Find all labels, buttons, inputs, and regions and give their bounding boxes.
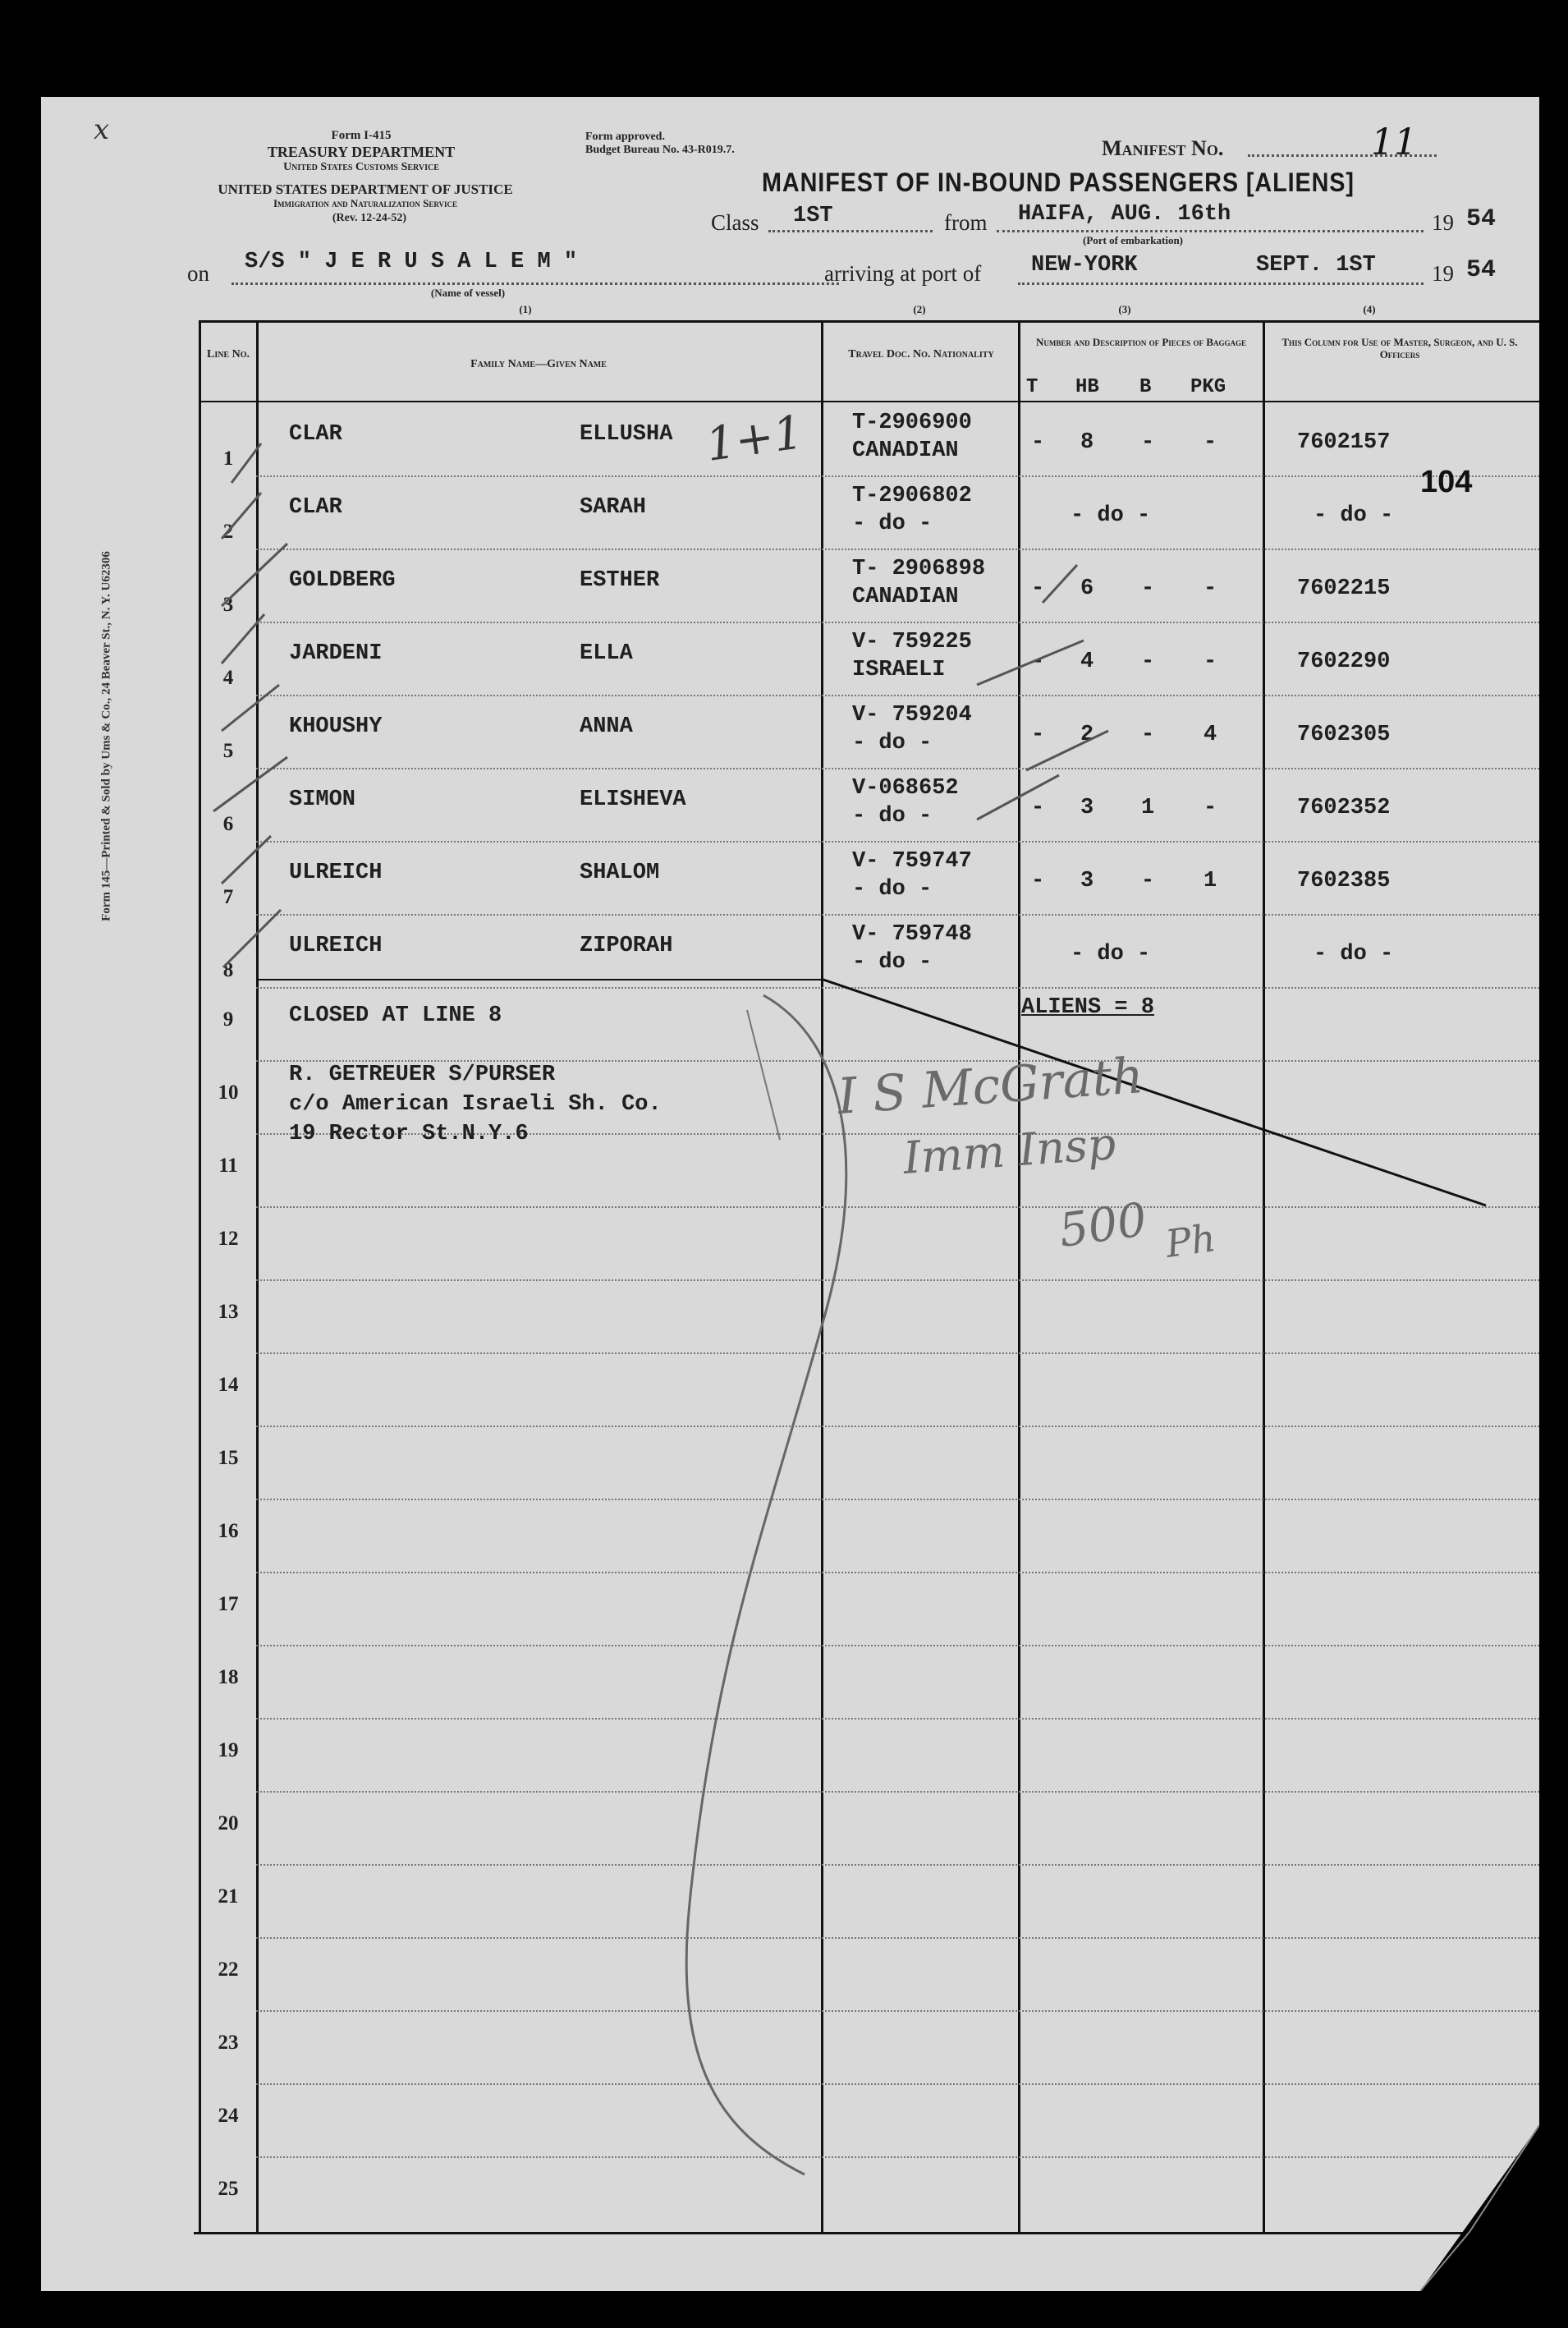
line-number: 12 (218, 1228, 239, 1250)
travel-doc-number: V- 759225 (852, 630, 972, 654)
baggage-b: - (1141, 430, 1155, 455)
closed-at-line: CLOSED AT LINE 8 (289, 1003, 502, 1028)
nationality: - do - (852, 804, 933, 829)
handwritten-count: 1+1 (703, 406, 807, 472)
page-number: 104 (1420, 465, 1473, 499)
family-name: GOLDBERG (289, 568, 396, 593)
line-number: 14 (218, 1374, 239, 1396)
class-label: Class (711, 210, 759, 235)
baggage-hb: 3 (1080, 869, 1094, 893)
nationality: CANADIAN (852, 585, 959, 609)
line-number: 23 (218, 2032, 239, 2054)
vessel-caption: (Name of vessel) (430, 287, 506, 299)
treasury-department: TREASURY DEPARTMENT (267, 144, 456, 160)
family-name: SIMON (289, 787, 356, 812)
baggage-sub-hb: HB (1075, 376, 1099, 398)
officer-number: 7602305 (1297, 723, 1391, 747)
line-number: 15 (218, 1447, 239, 1469)
line-number: 4 (222, 667, 234, 689)
vessel-name: S/S " J E R U S A L E M " (245, 250, 578, 274)
year-value: 54 (1466, 205, 1497, 233)
baggage-hb: - do - (1071, 503, 1151, 528)
col-number-4: (4) (1363, 303, 1376, 315)
given-name: ANNA (580, 714, 633, 739)
baggage-b: - (1141, 869, 1155, 893)
line-number: 6 (222, 813, 234, 835)
line-number: 13 (218, 1301, 239, 1323)
line-number: 8 (222, 959, 234, 981)
given-name: SARAH (580, 495, 647, 520)
family-name: ULREICH (289, 934, 383, 958)
officer-number: 7602385 (1297, 869, 1391, 893)
baggage-pkg: - (1204, 796, 1217, 820)
form-number: Form I-415 (331, 129, 392, 142)
on-label: on (187, 261, 209, 286)
manifest-no-value: 11 (1371, 122, 1417, 163)
arrival-date: SEPT. 1ST (1256, 253, 1376, 278)
col-number-2: (2) (913, 303, 926, 315)
budget-bureau: Budget Bureau No. 43-R019.7. (585, 144, 735, 156)
line-number: 3 (222, 594, 234, 616)
revision-date: (Rev. 12-24-52) (332, 212, 407, 224)
aliens-total: ALIENS = 8 (1021, 995, 1155, 1020)
baggage-hb: 4 (1080, 650, 1094, 674)
line-number: 10 (218, 1081, 239, 1104)
line-number: 20 (218, 1812, 239, 1834)
baggage-hb: 8 (1080, 430, 1094, 455)
baggage-hb: 6 (1080, 576, 1094, 601)
arriving-label: arriving at port of (824, 261, 982, 286)
baggage-b: - (1141, 723, 1155, 747)
officer-number: 7602352 (1297, 796, 1391, 820)
travel-doc-number: V- 759204 (852, 703, 972, 728)
inspector-signature: I S McGrath (836, 1047, 1146, 1126)
department-of-justice: UNITED STATES DEPARTMENT OF JUSTICE (218, 181, 513, 197)
travel-doc-number: V- 759748 (852, 922, 972, 947)
family-name: ULREICH (289, 861, 383, 885)
nationality: CANADIAN (852, 439, 959, 463)
officer-number: 7602290 (1297, 650, 1391, 674)
col-header-travel-doc: Travel Doc. No. Nationality (848, 348, 994, 360)
nationality: - do - (852, 877, 933, 902)
col-header-officers: This Column for Use of Master, Surgeon, and U. S. Officers (1281, 336, 1518, 360)
line-number: 22 (218, 1958, 239, 1981)
line-number: 11 (218, 1155, 238, 1177)
baggage-pkg: - (1204, 576, 1217, 601)
nationality: ISRAELI (852, 658, 946, 682)
baggage-b: - (1141, 650, 1155, 674)
given-name: ZIPORAH (580, 934, 673, 958)
baggage-t: - (1031, 796, 1045, 820)
given-name: ESTHER (580, 568, 660, 593)
baggage-hb: 2 (1080, 723, 1094, 747)
baggage-pkg: 1 (1204, 869, 1217, 893)
from-label: from (944, 210, 988, 235)
purser-address: 19 Rector St.N.Y.6 (289, 1122, 529, 1146)
baggage-hb: 3 (1080, 796, 1094, 820)
travel-doc-number: V-068652 (852, 776, 959, 801)
family-name: JARDENI (289, 641, 383, 666)
officer-number: - do - (1314, 503, 1394, 528)
printer-side-text: Form 145—Printed & Sold by Ums & Co., 24 Beaver St., N. Y. U62306 (99, 551, 113, 921)
embarkation-caption: (Port of embarkation) (1082, 234, 1184, 246)
baggage-b: 1 (1141, 796, 1155, 820)
customs-service: United States Customs Service (283, 161, 439, 173)
baggage-sub-pkg: PKG (1190, 376, 1226, 398)
nationality: - do - (852, 950, 933, 975)
baggage-t: - (1031, 723, 1045, 747)
class-value: 1ST (793, 204, 833, 228)
line-number: 17 (218, 1593, 239, 1615)
arrival-port: NEW-YORK (1031, 253, 1138, 278)
baggage-t: - (1031, 576, 1045, 601)
handwritten-suffix: Ph (1162, 1215, 1219, 1266)
line-number: 21 (218, 1885, 239, 1908)
manifest-no-label: Manifest No. (1102, 136, 1224, 160)
line-number: 5 (222, 740, 234, 762)
family-name: CLAR (289, 495, 342, 520)
folded-corner (1420, 2125, 1539, 2291)
travel-doc-number: T- 2906898 (852, 557, 986, 581)
given-name: ELLA (580, 641, 633, 666)
line-number: 19 (218, 1739, 239, 1761)
baggage-sub-t: T (1026, 376, 1038, 398)
col-header-baggage: Number and Description of Pieces of Baggage (1036, 336, 1246, 348)
handwritten-number: 500 (1055, 1192, 1150, 1259)
nationality: - do - (852, 512, 933, 536)
purser-company: c/o American Israeli Sh. Co. (289, 1092, 662, 1117)
col-header-name: Family Name—Given Name (470, 358, 607, 370)
family-name: KHOUSHY (289, 714, 383, 739)
purser-name: R. GETREUER S/PURSER (289, 1063, 556, 1087)
embarkation-port-date: HAIFA, AUG. 16th (1018, 202, 1231, 227)
officer-number: - do - (1314, 942, 1394, 967)
given-name: SHALOM (580, 861, 660, 885)
baggage-pkg: - (1204, 430, 1217, 455)
year2-prefix: 19 (1432, 261, 1454, 286)
given-name: ELISHEVA (580, 787, 686, 812)
col-number-3: (3) (1118, 303, 1131, 315)
col-number-1: (1) (519, 303, 532, 315)
line-number: 25 (218, 2178, 239, 2200)
form-approved: Form approved. (585, 131, 665, 143)
baggage-t: - (1031, 650, 1045, 674)
line-number: 9 (222, 1008, 234, 1031)
baggage-b: - (1141, 576, 1155, 601)
travel-doc-number: T-2906900 (852, 411, 972, 435)
line-number: 18 (218, 1666, 239, 1688)
line-number: 24 (218, 2105, 239, 2127)
baggage-t: - (1031, 869, 1045, 893)
family-name: CLAR (289, 422, 342, 447)
given-name: ELLUSHA (580, 422, 673, 447)
line-number: 7 (222, 886, 234, 908)
inspector-title: Imm Insp (901, 1118, 1118, 1184)
baggage-sub-b: B (1139, 376, 1152, 398)
baggage-hb: - do - (1071, 942, 1151, 967)
line-number: 16 (218, 1520, 239, 1542)
baggage-t: - (1031, 430, 1045, 455)
travel-doc-number: V- 759747 (852, 849, 972, 874)
year-prefix: 19 (1432, 210, 1454, 235)
nationality: - do - (852, 731, 933, 755)
manifest-page (41, 97, 1539, 2291)
line-number: 2 (222, 521, 234, 543)
year2-value: 54 (1466, 256, 1497, 284)
baggage-pkg: 4 (1204, 723, 1217, 747)
handwritten-x-mark: x (94, 113, 110, 146)
immigration-service: Immigration and Naturalization Service (273, 197, 458, 209)
col-header-line: Line No. (206, 348, 250, 360)
travel-doc-number: T-2906802 (852, 484, 972, 508)
line-number: 1 (222, 448, 234, 470)
baggage-pkg: - (1204, 650, 1217, 674)
officer-number: 7602215 (1297, 576, 1391, 601)
officer-number: 7602157 (1297, 430, 1391, 455)
manifest-title: MANIFEST OF IN-BOUND PASSENGERS [ALIENS] (762, 168, 1355, 197)
